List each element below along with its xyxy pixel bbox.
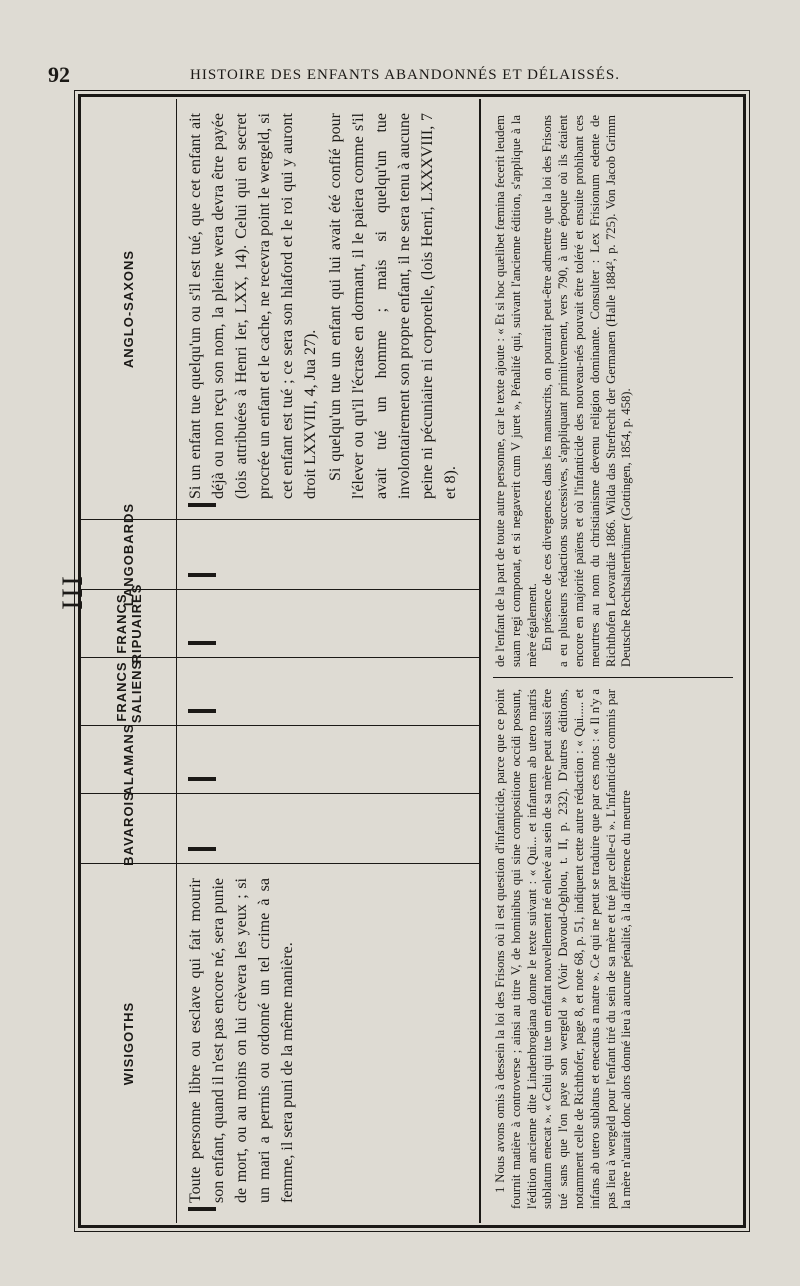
header-wisigoths: WISIGOTHS: [81, 863, 176, 1223]
section-numeral: III: [56, 574, 89, 610]
cell-rule: [188, 503, 216, 507]
header-bavarois: BAVAROIS: [81, 793, 176, 863]
header-francs-ripuaires: FRANCS RIPUAIRES: [81, 589, 176, 657]
laws-table: [81, 99, 491, 1223]
cell-text-wisigoths: [184, 878, 301, 1203]
cell-wisigoths: [176, 863, 479, 1223]
table-body-row: [176, 99, 481, 1223]
cell-alamans: [176, 725, 479, 793]
running-title: HISTOIRE DES ENFANTS ABANDONNÉS ET DÉLAISSÉS.: [190, 67, 621, 83]
cell-francs-ripuaires: [176, 589, 479, 657]
header-francs-saliens: FRANCS SALIENS: [81, 657, 176, 725]
cell-langobards: [176, 519, 479, 589]
header-alamans: ALAMANS: [81, 725, 176, 793]
header-anglo-saxons: ANGLO-SAXONS: [121, 249, 136, 369]
page-frame: [78, 94, 746, 1228]
footnote-column-2: [493, 115, 635, 667]
wisigoths-paragraph: Toute personne libre ou esclave qui fait mourir son enfant, quand il n'est pas encore né, sera punie de mort, ou au moins on lui crèvera les yeux ; si un mari a permis ou ordonné un tel crime à sa femme, il sera puni de la même manière.: [187, 878, 296, 1203]
footnote-paragraph-2: de l'enfant de la part de toute autre personne, car le texte ajoute : « Et si hoc quælibet fœmina fecerit leudem suam regi componat, et si negaverit cum V juret », Pénalité qui, suivant l'ancienne édition, s'applique à la mère également.: [493, 115, 539, 667]
footnotes: [481, 99, 739, 1223]
cell-francs-saliens: [176, 657, 479, 725]
cell-rule: [188, 641, 216, 645]
cell-rule: [188, 709, 216, 713]
footnote-paragraph-1: 1 Nous avons omis à dessein la loi des Frisons où il est question d'infanticide, parce que ce point fournit matière à controverse ; ainsi au titre V, de hominibus qui sine compositione occidi possunt, l'édition ancienne dite Lindenbrogiana donne le texte suivant : « Qui... et infantem ab utero matris sublatum enecat ». « Celui qui tue un enfant nouvellement né enlevé au sein de sa mère peut aussi être tué sans que l'on paye son wergeld » (Voir Davoud-Oghlou, t. II, p. 232). D'autres éditions, notamment celle de Richthofer, page 8, et note 68, p. 51, indiquent cette autre rédaction : « Qui..... et infans ab utero sublatus et enecatus a matre ». Ce qui ne peut se traduire que par ces mots : « Il n'y a pas lieu à wergeld pour l'enfant tiré du sein de sa mère et tué par celle-ci ». L'infanticide commis par la mère n'aurait donc alors donné lieu à aucune pénalité, à la différence du meurtre: [493, 689, 634, 1209]
table-header-row: [81, 99, 177, 1223]
cell-rule: [188, 777, 216, 781]
rotated-content: [81, 99, 739, 1223]
cell-rule: [188, 847, 216, 851]
cell-text-anglo-saxons: [184, 113, 464, 499]
footnote-column-1: [493, 689, 635, 1209]
cell-bavarois: [176, 793, 479, 863]
cell-rule: [188, 1207, 216, 1211]
header-langobards: LANGOBARDS: [81, 519, 176, 589]
footnote-divider: [493, 677, 733, 678]
cell-rule: [188, 573, 216, 577]
cell-anglo-saxons: [176, 99, 479, 519]
footnote-paragraph-3: En présence de ces divergences dans les manuscrits, on pourrait peut-être admettre que la loi des Frisons a eu plusieurs rédactions successives, s'appliquant primitivement, vers 790, à une époque où ils étaient encore en majorité païens et où l'infanticide des nouveau-nés pouvait être toléré et ensuite prohibant ces meurtres au nom du christianisme devenu religion dominante. Consulter : Lex Frisionum edente de Richthofen Leovardiæ 1866. Wilda das Strefrecht der Germanen (Halle 1884², p. 725). Von Jacob Grimm Deutsche Rechtsalterthümer (Gottingen, 1854, p. 458).: [540, 115, 634, 667]
anglo-saxons-paragraph-1: Si un enfant tue quelqu'un ou s'il est tué, que cet enfant ait déjà ou non reçu son nom, la pleine wera devra être payée (lois attribuées à Henri Ier, LXX, 14). Celui qui en secret procrée un enfant et le cache, ne recevra point le wergeld, si cet enfant est tué ; ce sera son hlaford et le roi qui y auront droit LXXVIII, 4, Jua 27).: [187, 113, 319, 499]
anglo-saxons-paragraph-2: Si quelqu'un tue un enfant qui lui avait été confié pour l'élever ou qu'il l'écrase en dormant, il le paiera comme s'il avait tué un homme ; mais si quelqu'un tue involontairement son propre enfant, il ne sera tenu à aucune peine ni pécuniaire ni corporelle, (lois Henri, LXXXVIII, 7 et 8).: [327, 113, 459, 499]
page-number: 92: [48, 62, 70, 87]
